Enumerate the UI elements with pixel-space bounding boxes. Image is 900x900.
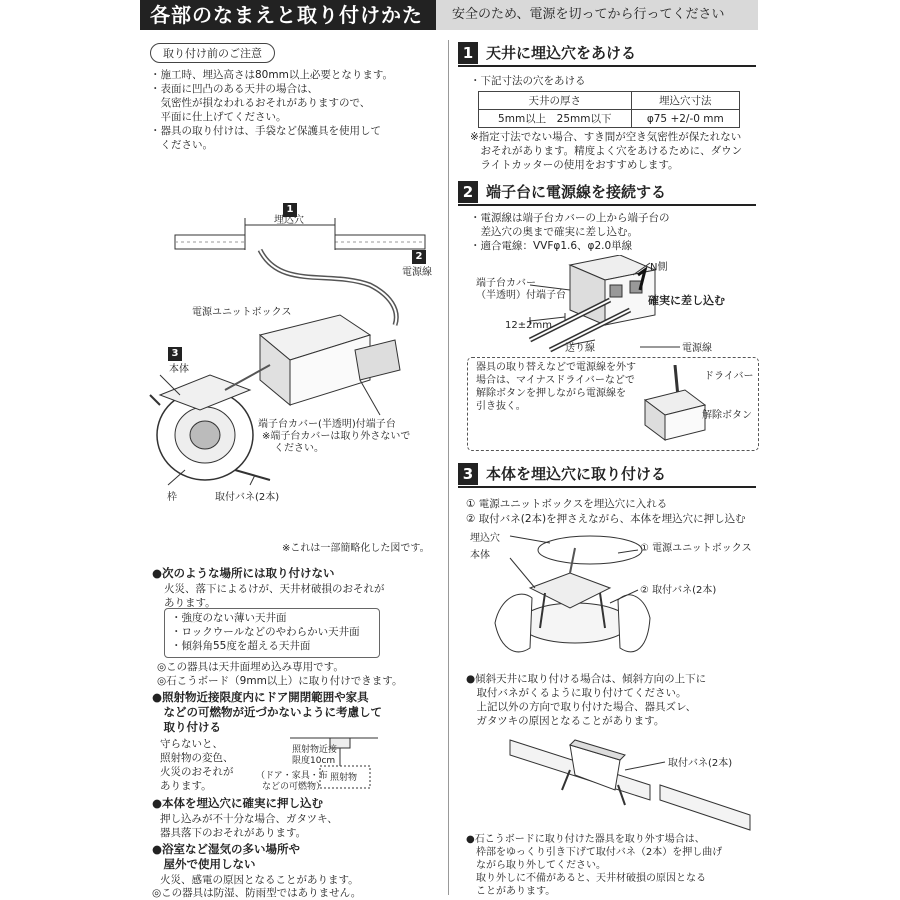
unit-box-label: 電源ユニットボックス [192, 307, 292, 318]
note-line: 上記以外の方向で取り付けた場合、器具ズレ、 [466, 701, 697, 713]
slope-spring-label: 取付バネ(2本) [668, 758, 733, 769]
clearance-label: 限度10cm [292, 756, 336, 766]
omitted-note: ※これは一部簡略化した図です。 [282, 543, 430, 554]
section-number: 2 [458, 181, 478, 203]
precaution-list [150, 68, 440, 152]
box-line: 引き抜く。 [476, 401, 526, 412]
hole-label: 埋込穴 [470, 533, 500, 544]
note-line: ◎石こうボード（9mm以上）に取り付けできます。 [157, 675, 403, 687]
hole-size-table [478, 91, 740, 128]
precaution-title: 取り付け前のご注意 [150, 43, 275, 63]
table-cell: 5mm以上 25mm以下 [479, 110, 632, 128]
section-1-title [458, 41, 756, 67]
note-line: ●石こうボードに取り付けた器具を取り外す場合は、 [466, 834, 705, 845]
note-line: 取り外しに不備があると、天井材破損の原因となる [466, 873, 706, 884]
precaution-line: ください。 [150, 139, 213, 151]
warning-text-line: 照射物の変色、 [160, 752, 234, 764]
section-number: 1 [458, 42, 478, 64]
intro-line: ・電源線は端子台カバーの上から端子台の [470, 212, 670, 224]
warning-title-line: ●照射物近接限度内にドア開閉範囲や家具 [152, 690, 369, 704]
box-line: 場合は、マイナスドライバーなどで [476, 375, 635, 386]
terminal-cover-label: 端子台カバー(半透明)付端子台 [258, 419, 396, 430]
parts-diagram [140, 190, 440, 520]
warning-title-line: 取り付ける [152, 720, 221, 734]
clearance-label: 照射物近接 [292, 745, 338, 755]
note-line: ◎この器具は防湿、防雨型ではありません。 [152, 887, 362, 899]
list-item: ・傾斜角55度を超える天井面 [171, 640, 311, 652]
warning-text: 器具落下のおそれがあります。 [160, 827, 307, 839]
slope-diagram [500, 730, 760, 835]
release-diagram [640, 365, 710, 445]
note-line: ◎この器具は天井面埋め込み専用です。 [157, 661, 344, 673]
terminal-cover-label: （半透明）付端子台 [476, 290, 566, 301]
section-3-title [458, 462, 756, 488]
slope-note [466, 672, 756, 728]
step-marker-1: 1 [283, 203, 297, 217]
warning-text: あります。 [164, 597, 216, 609]
spring-label: ② 取付バネ(2本) [640, 585, 717, 596]
box-line: 解除ボタンを押しながら電源線を [476, 388, 626, 399]
section-intro [470, 211, 670, 253]
note-line: ことがあります。 [466, 886, 556, 897]
insert-firmly-label: 確実に差し込む [648, 294, 725, 307]
warning-text-line: あります。 [160, 780, 212, 792]
note-line: ライトカッターの使用をおすすめします。 [470, 159, 679, 171]
body-label: 本体 [470, 550, 490, 561]
step-line: ② 取付バネ(2本)を押さえながら、本体を埋込穴に押し込む [466, 513, 746, 525]
feed-wire-label: 送り線 [565, 343, 595, 354]
hole-label: 埋込穴 [274, 215, 304, 226]
warning-title: 屋外で使用しない [152, 857, 256, 871]
frame-label: 枠 [167, 492, 177, 503]
safety-notice: 安全のため、電源を切ってから行ってください [436, 0, 758, 30]
driver-label: ドライバー [704, 371, 754, 382]
note-line: ガタツキの原因となることがあります。 [466, 715, 665, 727]
warning-text: 火災、感電の原因となることがあります。 [160, 874, 359, 886]
list-item: ・ロックウールなどのやわらかい天井面 [171, 626, 360, 638]
warning-title: ●次のような場所には取り付けない [152, 566, 335, 580]
terminal-note: ※端子台カバーは取り外さないで [262, 431, 411, 442]
warning-title: ●本体を埋込穴に確実に押し込む [152, 796, 324, 810]
precaution-line: ・施工時、埋込高さは80mm以上必要となります。 [150, 69, 393, 81]
n-side-label: N側 [650, 262, 668, 273]
removal-note [466, 833, 758, 898]
warning-text: 火災、落下によるけが、天井材破損のおそれが [164, 583, 385, 595]
combustible-label: （ドア・家具・布 [256, 771, 328, 781]
table-header: 埋込穴寸法 [631, 92, 739, 110]
box-line: 器具の取り替えなどで電源線を外す [476, 362, 636, 373]
precaution-line: 気密性が損なわれるおそれがありますので、 [150, 97, 371, 109]
warning-text-line: 火災のおそれが [160, 766, 234, 778]
note-line: 取付バネがくるように取り付けてください。 [466, 687, 687, 699]
body-label: 本体 [169, 364, 189, 375]
power-wire-label: 電源線 [682, 343, 712, 354]
section-title-text: 本体を埋込穴に取り付ける [486, 465, 667, 483]
table-cell: φ75 +2/-0 mm [631, 110, 739, 128]
precaution-line: ・表面に凹凸のある天井の場合は、 [150, 83, 318, 95]
irradiated-label: 照射物 [330, 773, 358, 783]
note-line: ●傾斜天井に取り付ける場合は、傾斜方向の上下に [466, 673, 707, 685]
intro-line: ・適合電線：VVFφ1.6、φ2.0単線 [470, 240, 633, 252]
unsuitable-ceiling-box [164, 608, 380, 658]
step-marker-2: 2 [412, 250, 426, 264]
note-line: おそれがあります。精度よく穴をあけるために、ダウン [470, 145, 743, 157]
page-title: 各部のなまえと取り付けかた [140, 0, 436, 30]
column-divider [448, 40, 449, 895]
section-title-text: 端子台に電源線を接続する [486, 183, 667, 201]
unit-box-label: ① 電源ユニットボックス [640, 543, 752, 554]
warning-title-line: などの可燃物が近づかないように考慮して [152, 705, 382, 719]
table-header: 天井の厚さ [479, 92, 632, 110]
terminal-note: ください。 [274, 443, 324, 454]
section-intro: ・下記寸法の穴をあける [470, 75, 586, 87]
power-cable-label: 電源線 [402, 267, 432, 278]
section-number: 3 [458, 463, 478, 485]
combustible-label: などの可燃物） [262, 782, 326, 792]
terminal-cover-label: 端子台カバー [476, 278, 536, 289]
precaution-line: 平面に仕上げてください。 [150, 111, 287, 123]
step-marker-3: 3 [168, 347, 182, 361]
warning-text-line: 守らないと、 [160, 738, 223, 750]
warning-title: ●浴室など湿気の多い場所や [152, 842, 301, 856]
section-note [470, 130, 760, 172]
warning-text [160, 737, 234, 793]
note-line: ながら取り外してください。 [466, 860, 606, 871]
intro-line: 差込穴の奥まで確実に差し込む。 [470, 226, 638, 238]
strip-length-label: 12±2mm [505, 320, 552, 331]
warning-text: 押し込みが不十分な場合、ガタツキ、 [160, 813, 338, 825]
list-item: ・強度のない薄い天井面 [171, 612, 287, 624]
note-line: ※指定寸法でない場合、すき間が空き気密性が保たれない [470, 131, 742, 143]
note-line: 枠部をゆっくり引き下げて取付バネ（2本）を押し曲げ [466, 847, 723, 858]
step-line: ① 電源ユニットボックスを埋込穴に入れる [466, 498, 668, 510]
spring-label: 取付バネ(2本) [215, 492, 280, 503]
precaution-line: ・器具の取り付けは、手袋など保護具を使用して [150, 125, 381, 137]
section-2-title [458, 180, 756, 206]
section-title-text: 天井に埋込穴をあける [486, 44, 637, 62]
release-button-label: 解除ボタン [702, 410, 752, 421]
